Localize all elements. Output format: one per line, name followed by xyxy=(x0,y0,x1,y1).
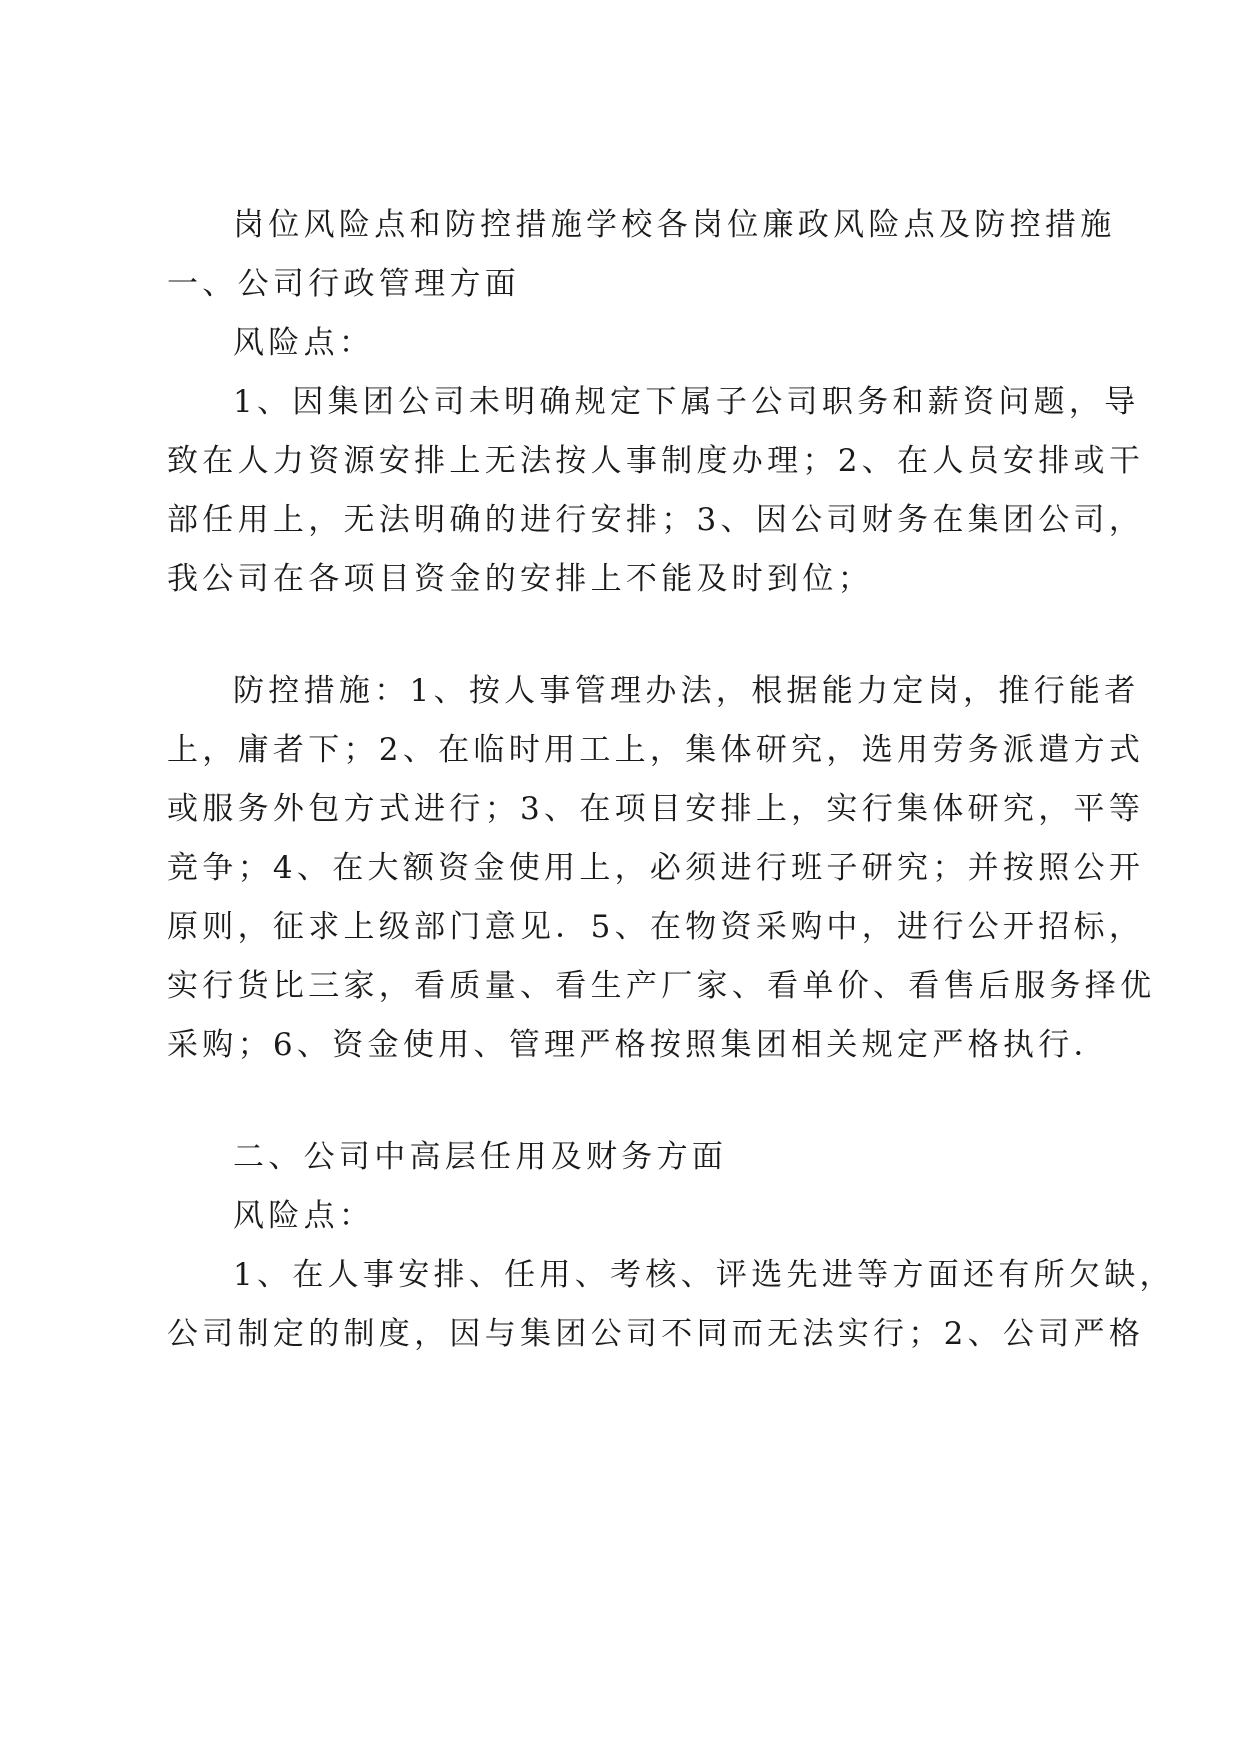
section1-risk-label: 风险点： xyxy=(233,325,375,361)
section1-measure-line: 或服务外包方式进行；3、在项目安排上，实行集体研究，平等 xyxy=(167,791,1145,827)
section1-measure-line: 采购；6、资金使用、管理严格按照集团相关规定严格执行． xyxy=(167,1027,1109,1063)
section1-heading: 一、公司行政管理方面 xyxy=(167,266,520,302)
section2-risk-line: 1、在人事安排、任用、考核、评选先进等方面还有所欠缺， xyxy=(233,1257,1175,1293)
section1-risk-line: 1、因集团公司未明确规定下属子公司职务和薪资问题，导 xyxy=(233,384,1140,420)
section1-measure-line: 防控措施：1、按人事管理办法，根据能力定岗，推行能者 xyxy=(233,673,1140,709)
section1-risk-line: 我公司在各项目资金的安排上不能及时到位； xyxy=(167,561,873,597)
section1-risk-line: 部任用上，无法明确的进行安排；3、因公司财务在集团公司， xyxy=(167,502,1145,538)
section1-measure-line: 原则，征求上级部门意见．5、在物资采购中，进行公开招标， xyxy=(167,909,1145,945)
document-page xyxy=(167,0,1175,1754)
section1-measure-line: 上，庸者下；2、在临时用工上，集体研究，选用劳务派遣方式 xyxy=(167,732,1145,768)
section1-risk-line: 致在人力资源安排上无法按人事制度办理；2、在人员安排或干 xyxy=(167,443,1145,479)
section1-measure-line: 竞争；4、在大额资金使用上，必须进行班子研究；并按照公开 xyxy=(167,850,1145,886)
section2-risk-label: 风险点： xyxy=(233,1198,375,1234)
section1-measure-line: 实行货比三家，看质量、看生产厂家、看单价、看售后服务择优 xyxy=(167,968,1156,1004)
section2-risk-line: 公司制定的制度，因与集团公司不同而无法实行；2、公司严格 xyxy=(167,1316,1145,1352)
document-title: 岗位风险点和防控措施学校各岗位廉政风险点及防控措施 xyxy=(233,207,1116,243)
section2-heading: 二、公司中高层任用及财务方面 xyxy=(233,1139,728,1175)
